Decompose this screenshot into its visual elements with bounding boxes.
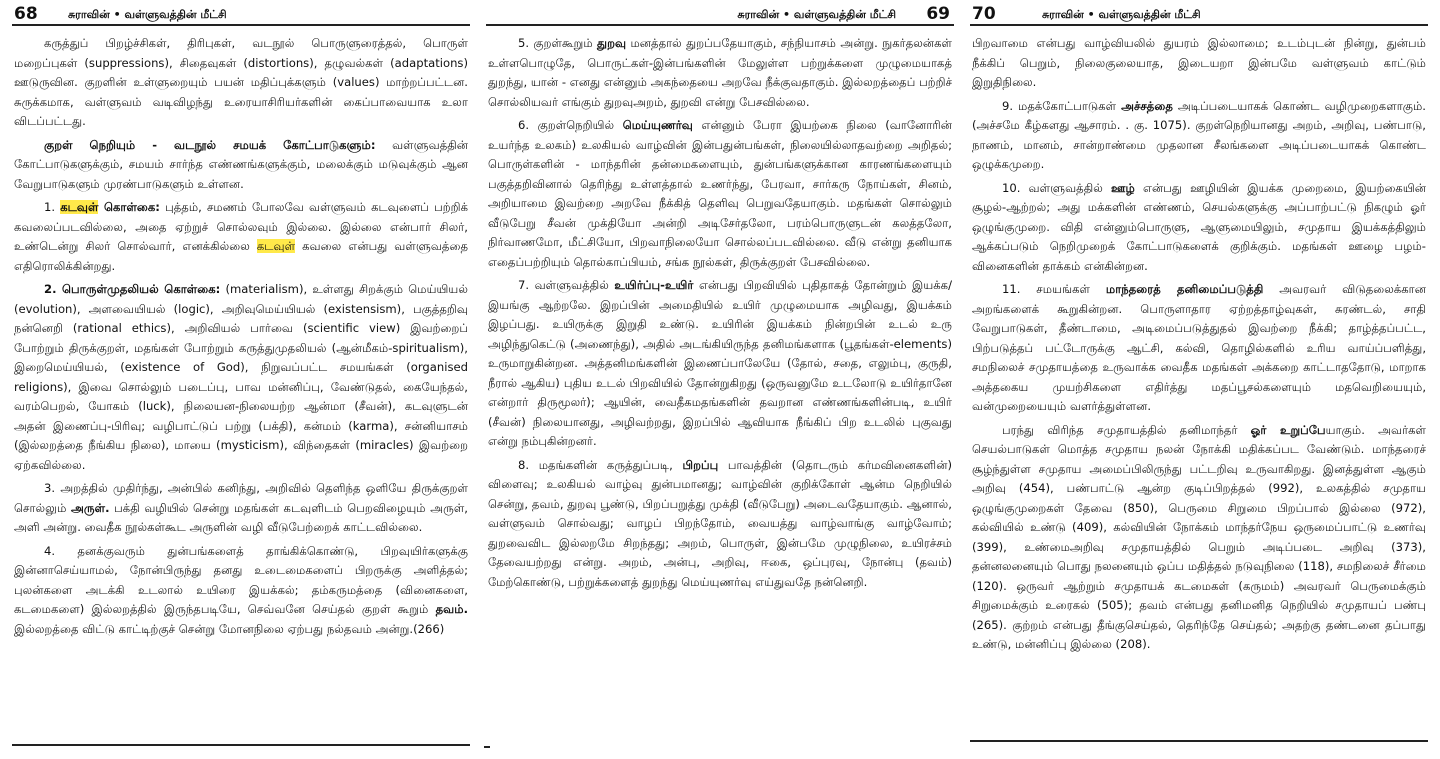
paragraph xyxy=(14,280,468,475)
text-run: பாவத்தின் (தொடரும் கர்மவினைகளின்) விளைவு; உலகியல் வாழ்வு துன்பமானது; வாழ்வின் குறிக்கோள் ஆன்ம நெறியில் சென்று, தவம், துறவு பூண்டு, பிறப்பறுத்து முக்தி (வீடுபேறு) அடைவதேயாகும். ஆனால், வள்ளுவம் சொல்வது; வாழப் பிறந்தோம், வையத்து வாழ்வாங்கு வாழ்வோம்; துறவைவிட இல்லறமே சிறந்தது; அறம், பொருள், இன்பமே முழுநிலை, உயிரச்சம் தேவையற்றது என்று. அறம், அன்பு, அறிவு, ஈகை, ஒப்புரவு, நோன்பு (தவம்) மேற்கொண்டு, பற்றுக்களைத் துறந்து மெய்யுணர்வு எய்துவதே நன்னெறி. xyxy=(488,457,952,589)
text-run: மெய்யுணர்வு xyxy=(622,118,693,132)
text-run: மனத்தால் துறப்பதேயாகும், சந்நியாசம் அன்று. நுகர்தலன்கள் உள்ளபொழுதே, பொருட்கள்-இன்பங்களின் மேலுள்ள பற்றுக்களை முழுமையாகத் துறந்து, யான் - எனது என்னும் அகந்தையை அறவே நீக்குவதாகும். இல்லறத்தைப் பற்றிச் சொல்லியவர் எங்கும் துறவுஅறம், துறவி என்று பேசவில்லை. xyxy=(488,36,952,109)
text-run: என்னும் பேரா இயற்கை நிலை (வானோரின் உயர்ந்த உலகம்) உலகியல் வாழ்வின் இன்பதுன்பங்கள், நிலையில்லாதவற்றை அறிதல்; பொருள்களின் - மாந்தரின் தன்மைகளையும், துன்பங்களுக்கான காரணங்களையும் பகுத்தறிவினால் தெரிந்து உள்ளத்தால் உணர்ந்து, பேரவா, சார்கரு நோய்கள், சினம், அறியாமை இவற்றை அறவே நீக்கித் தெளிவு பெறுவதேயாகும். மதங்கள் சொல்லும் வீடுபேறு சீவன் முக்தியோ அன்றி அடிசேர்தலோ, பரம்பொருளுடன் கலத்தலோ, நிர்வாணமோ, மீட்சியோ, பிறவாநிலையோ சொல்லப்படவில்லை. வீடு என்று தனியாக எதைப்பற்றியும் தொல்காப்பியம், சங்க நூல்கள், திருக்குறள் பேசவில்லை. xyxy=(488,118,953,269)
header-rule xyxy=(486,24,954,26)
text-run: 9. மதக்கோட்பாடுகள் xyxy=(1002,98,1122,113)
text-run: ஊழ் xyxy=(1110,180,1135,195)
text-run: பிறவாமை என்பது வாழ்வியலில் துயரம் இல்லாமை; உடம்புடன் நின்று, துன்பம் நீக்கிப் பெறும், நிலைகுலையாத, இடையறா இன்பமே வள்ளுவம் காட்டும் இறுதிநிலை. xyxy=(972,36,1426,89)
text-run: பிறப்பு xyxy=(682,457,719,472)
text-run: 3. அறத்தில் முதிர்ந்து, அன்பில் கனிந்து, அறிவில் தெளிந்த ஒளியே திருக்குறள் சொல்லும் xyxy=(14,481,468,515)
header-rule xyxy=(12,24,470,26)
paragraph xyxy=(972,280,1426,417)
text-run: 11. சமயங்கள் xyxy=(1002,282,1106,296)
running-title: சுராவின் • வள்ளுவத்தின் மீட்சி xyxy=(1042,8,1201,21)
text-run: இல்லறத்தை விட்டு காட்டிற்குச் சென்று மோனநிலை ஏற்பது நல்தவம் அன்று.(266) xyxy=(14,621,445,636)
highlighted-text: கடவுள் xyxy=(60,200,99,214)
gutter-mark xyxy=(484,746,490,748)
text-run: 2. பொருள்முதலியல் கொள்கை: xyxy=(44,282,221,296)
text-run: 4. தனக்குவரும் துன்பங்களைத் தாங்கிக்கொண்டு, பிறவுயிர்களுக்கு இன்னாசெய்யாமல், நோன்பிருந்து தனது உடைமைகளைப் பிறருக்கு அளித்தல்; புலன்களை அடக்கி உடலால் உயிரை இயக்கல்; தம்கருமத்தை (வினைகளை, கடமைகளை) இல்லறத்தில் இருந்தபடியே, செவ்வனே செய்தல் குறள் கூறும் xyxy=(14,543,468,616)
text-run: என்பது பிறவியில் புதிதாகத் தோன்றும் இயக்க/இயங்கு ஆற்றலே. இறப்பின் அமைதியில் உயிர் முழுமையாக அழிவது, இயக்கம் இழப்பது. உயிருக்கு இறுதி உண்டு. உயிரின் இயக்கம் நின்றபின் உடல் உரு அழிந்துகெட்டு (அணைந்து), அதில் அடங்கியிருந்த தனிமங்களாக (பூதங்கள்-elements) உருமாறுகின்றன. அத்தனிமங்களின் இணைப்பாலேயே (தோல், சதை, எலும்பு, குருதி, நீரால் ஆகிய) புதிய உடல் பிறவியில் தோன்றுகிறது (ஒருவனுமே உடலோடு உயிர்தானே என்றார் திருமூலர்); ஆயின், வைதீகமதங்களின் தவறான எண்ணங்களின்படி, உயிர் (சீவன்) நிலையானது, அழிவற்றது, இறப்பில் ஆவியாக நீங்கிப் பிற உடலில் புகுவது என்று நம்புகின்றனர். xyxy=(488,278,952,448)
page-header xyxy=(968,0,1430,24)
text-run: மாந்தரைத் தனிமைப்படுத்தி xyxy=(1105,282,1264,296)
text-run: அவரவர் விடுதலைக்கான அறங்களைக் கூறுகின்றன. பொருளாதார ஏற்றத்தாழ்வுகள், சுரண்டல், சாதி வேறுபாடுகள், தீண்டாமை, அடிமைப்படுத்துதல் இவற்றை நீக்கி; தாழ்த்தப்பட்ட, பிற்படுத்தப் பட்டோருக்கு ஆட்சி, கல்வி, தொழில்களில் உரிய வாய்ப்பளித்து, சமநிலைச் சமுதாயத்தை உருவாக்க வைதீக மதங்கள் அக்கறை காட்டாததோடு, மாறாக அத்தகைய முயற்சிகளை எதிர்த்து மதப்பூசல்களையும் மதவெறியையும், வன்முறையையும் வளர்த்துள்ளன. xyxy=(972,282,1426,413)
text-run: 5. குறள்கூறும் xyxy=(518,36,598,50)
paragraph xyxy=(14,34,468,132)
book-page-70 xyxy=(968,0,1430,759)
header-rule xyxy=(970,24,1428,26)
paragraph xyxy=(488,276,952,452)
paragraph xyxy=(972,97,1426,175)
text-run: 7. வள்ளுவத்தில் xyxy=(518,278,615,292)
text-run: யாகும். அவர்கள் செயல்பாடுகள் மொத்த சமுதாய நலன் நோக்கி மதிக்கப்பட வேண்டும். மாந்தரைச் சூழ்ந்துள்ள சமுதாய அமைப்பிலிருந்து பட்டறிவு உருவாகிறது. இனத்துள்ள ஆகும் அறிவு (454), பண்பாட்டு ஆன்ற குடிப்பிறத்தல் (992), உலகத்தில் சமுதாய ஒழுங்குமுறைகள் தேவை (850), பெருமை சிறுமை பிறப்பால் இல்லை (972), கல்வியில் உண்டு (409), கல்வியின் நோக்கம் மாந்தர்நேய ஒருமைப்பாட்டு உணர்வு (399), உண்மைஅறிவு சமுதாயத்தில் பெறும் அடிப்படை அறிவு (373), தன்னலனையும் பொது நலனையும் ஒப்ப மதித்தல் நடுவுநிலை (118), சமநிலைச் சீர்மை (120). ஒருவர் ஆற்றும் சமுதாயக் கடமைகள் (கருமம்) அவரவர் பெருமைக்கும் சிறுமைக்கும் உரைகல் (505); தவம் என்பது தனிமனித நெறியில் சமுதாயப் பண்பு (265). குற்றம் என்பது தீங்குசெய்தல், தெரிந்தே செய்தல்; அதற்கு தண்டனை தப்பாது உண்டு, மன்னிப்பு இல்லை (208). xyxy=(972,422,1426,651)
text-run: கவலை என்பது வள்ளுவத்தை எதிரொலிக்கின்றது. xyxy=(14,239,468,273)
page-header xyxy=(10,0,472,24)
paragraph xyxy=(488,116,952,272)
text-run: பரந்து விரிந்த சமுதாயத்தில் தனிமாந்தர் xyxy=(1002,422,1251,437)
text-run: துறவு xyxy=(597,36,627,50)
book-page-69 xyxy=(484,0,956,759)
text-run: 6. குறள்நெறியில் xyxy=(518,118,623,132)
page-number: 68 xyxy=(14,4,38,24)
text-run: புத்தம், சமணம் போலவே வள்ளுவம் கடவுளைப் பற்றிக் கவலைப்படவில்லை, அதை ஏற்றுச் சொல்லவும் இல்லை. இல்லை என்பார் சிலர், உண்டென்று சிலர் சொல்வார், எனக்கில்லை xyxy=(14,200,468,253)
book-page-68 xyxy=(10,0,472,759)
paragraph xyxy=(488,34,952,112)
text-run: குறள் நெறியும் - வடநூல் சமயக் கோட்பாடுகளும்: xyxy=(44,137,376,152)
text-run: ஓர் உறுப்பே xyxy=(1250,422,1326,437)
text-run: கருத்துப் பிறழ்ச்சிகள், திரிபுகள், வடநூல் பொருளுரைத்தல், பொருள் மறைப்புகள் (suppressions), சிதைவுகள் (distortions), தழுவல்கள் (adaptations) ஊடுருவின. குறளின் உள்ளுறையும் பயன் மதிப்புக்களும் (values) மாற்றப்பட்டன. சுருக்கமாக, வள்ளுவம் வடிவிழந்து உரையாசிரியர்களின் கைப்பாவையாக உலா விடப்பட்டது. xyxy=(14,36,468,128)
text-run: தவம். xyxy=(435,602,468,616)
page-header xyxy=(484,0,956,24)
page-body xyxy=(484,34,956,592)
running-title: சுராவின் • வள்ளுவத்தின் மீட்சி xyxy=(737,8,896,21)
paragraph xyxy=(14,479,468,538)
paragraph xyxy=(972,34,1426,93)
text-run: 10. வள்ளுவத்தில் xyxy=(1002,180,1111,195)
text-run: 8. மதங்களின் கருத்துப்படி, xyxy=(518,457,683,472)
page-number: 69 xyxy=(926,4,950,24)
paragraph xyxy=(488,456,952,593)
text-run: 1. xyxy=(44,200,61,214)
highlighted-text: கடவுள் xyxy=(256,239,296,253)
text-run: உயிர்ப்பு-உயிர் xyxy=(614,278,694,292)
paragraph xyxy=(14,198,468,276)
text-run: அருள். xyxy=(71,500,110,515)
text-run: கொள்கை: xyxy=(98,200,160,214)
text-run: அச்சத்தை xyxy=(1121,98,1173,113)
text-run: வள்ளுவத்தின் கோட்பாடுகளுக்கும், சமயம் சார்ந்த எண்ணங்களுக்கும், மலைக்கும் மடுவுக்கும் ஆன வேறுபாடுகளும் முரண்பாடுகளும் உள்ளன. xyxy=(14,137,468,191)
text-run: என்பது ஊழியின் இயக்க முறைமை, இயற்கையின் சூழல்-ஆற்றல்; அது மக்களின் எண்ணம், செயல்களுக்கு அப்பாற்பட்டு நிகழும் ஓர் ஒழுங்குமுறை. விதி என்னும்பொருளு, ஆளுமையிலும், சமுதாய இயக்கத்திலும் ஆக்கப்படும் நெறிமுறைக் கோட்பாடுகளைக் குறிக்கும். மதங்கள் ஊழை பழம்-வினைகளின் தாக்கம் என்கின்றன. xyxy=(972,180,1426,273)
page-body xyxy=(968,34,1430,655)
page-body xyxy=(10,34,472,639)
paragraph xyxy=(972,179,1426,277)
paragraph xyxy=(14,542,468,640)
text-run: (materialism), உள்ளது சிறக்கும் மெய்யியல் (evolution), அளவையியல் (logic), அறிவுமெய்யியல் (existensism), பகுத்தறிவு நன்னெறி (rational ethics), அறிவியல் பார்வை (scientific view) இவற்றைப் போற்றும் திருக்குறள், மதங்கள் போற்றும் கருத்துமுதலியல் (ஆன்மீகம்-spiritualism), இறைமெய்யியல், (existence of God), நிறுவப்பட்ட சமயங்கள் (organised religions), இவை சொல்லும் படைப்பு, பாவ மன்னிப்பு, வேண்டுதல், கையேந்தல், வரம்பெறல், யோகம் (luck), நிலையன-நிலையற்ற ஆன்மா (சீவன்), கடவுளுடன் அதன் இணைப்பு-பிரிவு; வழிபாட்டுப் பற்று (பக்தி), கன்மம் (karma), சன்னியாசம் (இல்லறத்தை நீங்கிய நிலை), மாயை (mysticism), விந்தைகள் (miracles) இவற்றை ஏற்கவில்லை. xyxy=(14,282,468,472)
running-title: சுராவின் • வள்ளுவத்தின் மீட்சி xyxy=(68,8,227,21)
text-run: பக்தி வழியில் சென்று மதங்கள் கடவுளிடம் பெறவிழையும் அருள், அளி அன்று. வைதீக நூல்கள்கூட அருளின் வழி வீடுபேற்றைக் காட்டவில்லை. xyxy=(14,500,468,534)
page-number: 70 xyxy=(972,4,996,24)
paragraph xyxy=(14,136,468,195)
footer-rule xyxy=(970,740,1428,742)
footer-rule xyxy=(12,744,470,746)
text-run: அடிப்படையாகக் கொண்ட வழிமுறைகளாகும். (அச்சமே கீழ்களது ஆசாரம். . கு. 1075). குறள்நெறியானது அறம், அறிவு, பண்பாடு, நாணம், மானம், சான்றாண்மை முதலான சீலங்களை அடிப்படையாகக் கொண்ட ஒழுக்கமுறை. xyxy=(972,98,1426,171)
paragraph xyxy=(972,421,1426,655)
